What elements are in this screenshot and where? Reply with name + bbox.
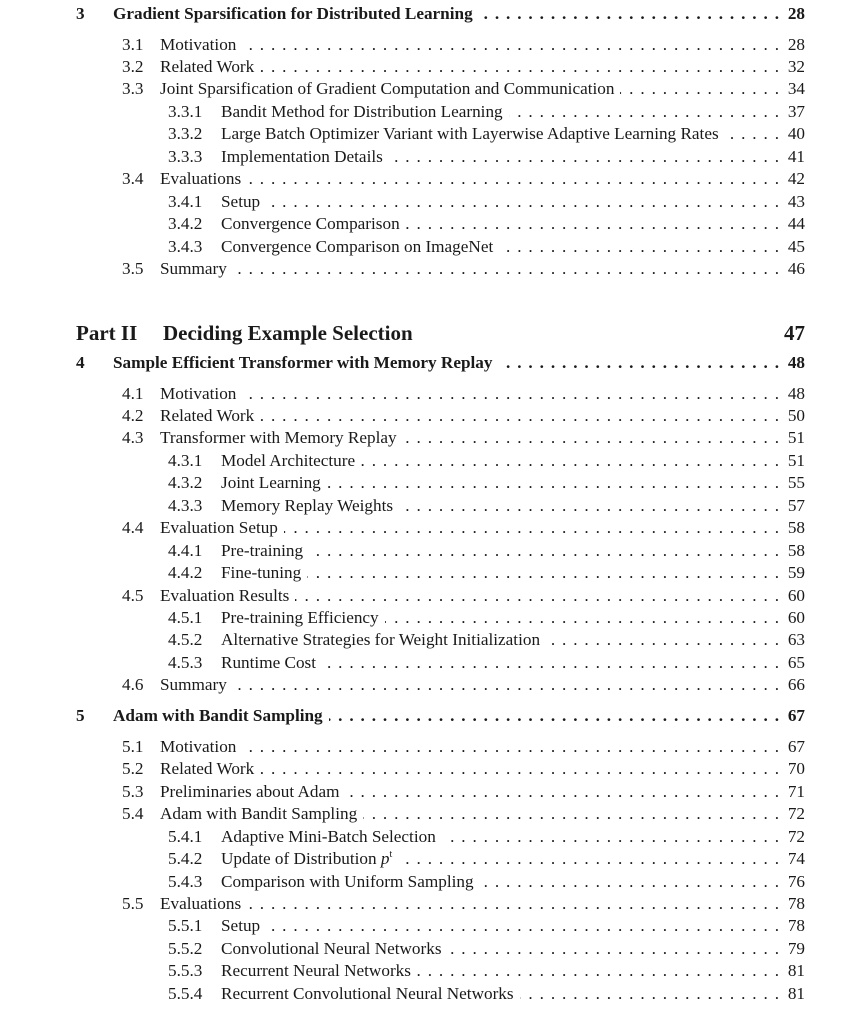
entry-title: Recurrent Convolutional Neural Networks: [221, 983, 514, 1003]
dot-leader: [242, 383, 779, 405]
math-symbol: p: [380, 849, 390, 869]
page-number: 60: [787, 608, 805, 627]
toc-entry-subsection: [0, 938, 848, 960]
page-number: 43: [787, 191, 805, 211]
entry-body: [221, 540, 805, 562]
dot-leader: [266, 191, 779, 213]
entry-body: [160, 893, 805, 915]
dot-leader: [509, 101, 779, 123]
page-number: 79: [787, 938, 805, 958]
toc-entry-subsection: [0, 652, 848, 674]
entry-title: Convolutional Neural Networks: [221, 938, 442, 958]
dot-leader: [363, 803, 779, 825]
toc-entry-section: [0, 383, 848, 405]
entry-number: 5.4.3: [168, 871, 203, 891]
entry-body: [160, 585, 805, 607]
dot-leader: [361, 450, 779, 472]
entry-number: 5: [76, 706, 85, 726]
dot-leader: [620, 78, 779, 100]
dot-leader: [266, 915, 779, 937]
entry-title: Pre-training: [221, 540, 304, 560]
entry-body: [160, 258, 805, 280]
page-number: 51: [787, 450, 805, 470]
entry-title: Setup: [221, 916, 261, 936]
entry-title: Large Batch Optimizer Variant with Layerwise Adaptive Learning Rates: [221, 124, 719, 144]
entry-title: Runtime Cost: [221, 652, 317, 672]
entry-body: [221, 652, 805, 674]
dot-leader: [345, 781, 779, 803]
entry-number: 4.4: [122, 518, 144, 538]
entry-number: 4.1: [122, 383, 144, 403]
entry-body: [221, 101, 805, 123]
entry-number: 5.4.2: [168, 849, 203, 869]
entry-title: Adam with Bandit Sampling: [113, 706, 323, 726]
entry-body: [160, 674, 805, 696]
entry-number: 3.3.3: [168, 146, 203, 166]
toc-entry-subsection: [0, 191, 848, 213]
entry-number: 3.2: [122, 56, 144, 76]
entry-title: Motivation: [160, 383, 237, 403]
entry-body: [221, 848, 805, 870]
dot-leader: [284, 517, 779, 539]
entry-body: [221, 472, 805, 494]
entry-title: Bandit Method for Distribution Learning: [221, 101, 503, 121]
page-number: 67: [787, 706, 805, 726]
entry-title: Sample Efficient Transformer with Memory Replay: [113, 353, 493, 372]
entry-body: [160, 427, 805, 449]
page-number: 48: [787, 383, 805, 403]
page-number: 55: [787, 473, 805, 493]
entry-title: Summary: [160, 675, 227, 695]
page-number: 40: [787, 124, 805, 144]
dot-leader: [309, 540, 779, 562]
toc-entry-subsection: [0, 495, 848, 517]
entry-title: Evaluations: [160, 169, 242, 189]
entry-number: 4.5: [122, 585, 144, 605]
toc-entry-subsection: [0, 540, 848, 562]
page-number: 81: [787, 983, 805, 1003]
entry-body: [221, 938, 805, 960]
entry-title: Adaptive Mini-Batch Selection: [221, 826, 436, 846]
toc-entry-subsection: [0, 562, 848, 584]
toc-entry-subsection: [0, 983, 848, 1005]
dot-leader: [247, 893, 779, 915]
entry-body: [160, 736, 805, 758]
entry-number: 3.3.1: [168, 101, 203, 121]
entry-number: 5.5.4: [168, 983, 203, 1003]
entry-title: Alternative Strategies for Weight Initialization: [221, 630, 541, 650]
toc-entry-subsection: [0, 848, 848, 870]
toc-entry-chapter: [0, 352, 848, 374]
entry-body: [221, 629, 805, 651]
entry-body: [160, 34, 805, 56]
entry-body: [160, 383, 805, 405]
entry-title: Joint Learning: [221, 473, 321, 493]
dot-leader: [247, 168, 779, 190]
page-number: 57: [787, 495, 805, 515]
dot-leader: [233, 674, 779, 696]
page-number: 48: [787, 353, 805, 372]
dot-leader: [403, 427, 779, 449]
toc-entry-subsection: [0, 146, 848, 168]
toc-entry-subsection: [0, 871, 848, 893]
toc-entry-section: [0, 585, 848, 607]
entry-body: [221, 146, 805, 168]
dot-leader: [417, 960, 779, 982]
page-number: 37: [787, 101, 805, 121]
entry-title: Implementation Details: [221, 146, 383, 166]
entry-body: [221, 871, 805, 893]
toc-entry-section: [0, 893, 848, 915]
dot-leader: [499, 352, 780, 374]
dot-leader: [242, 736, 779, 758]
entry-title: Evaluation Setup: [160, 518, 278, 538]
page-number: 78: [787, 916, 805, 936]
entry-body: [160, 78, 805, 100]
page-number: 81: [787, 961, 805, 981]
entry-body: [160, 803, 805, 825]
dot-leader: [406, 213, 779, 235]
entry-title: Update of Distribution $p^t$: [221, 849, 393, 869]
page-number: 58: [787, 518, 805, 538]
toc-entry-section: [0, 674, 848, 696]
page-number: 51: [787, 428, 805, 448]
page-number: 70: [787, 759, 805, 779]
page-number: 71: [787, 781, 805, 801]
page-number: 44: [787, 214, 805, 234]
dot-leader: [260, 405, 779, 427]
entry-body: [221, 123, 805, 145]
entry-body: [221, 607, 805, 629]
toc-entry-part: [0, 319, 848, 347]
entry-body: [221, 562, 805, 584]
entry-number: 3: [76, 4, 85, 23]
dot-leader: [327, 472, 779, 494]
entry-title: Motivation: [160, 34, 237, 54]
page-number: 78: [787, 894, 805, 913]
entry-body: [221, 915, 805, 937]
page-number: 50: [787, 405, 805, 425]
page-number: 74: [787, 849, 805, 869]
entry-title: Evaluation Results: [160, 585, 290, 605]
page-number: 47: [784, 321, 805, 345]
entry-number: 3.4: [122, 169, 144, 189]
entry-title: Related Work: [160, 405, 255, 425]
toc-entry-subsection: [0, 960, 848, 982]
dot-leader: [448, 938, 779, 960]
math-superscript: t: [389, 849, 393, 861]
entry-body: [221, 191, 805, 213]
entry-number: 4.5.3: [168, 652, 203, 672]
entry-body: [160, 517, 805, 539]
entry-number: 4: [76, 353, 85, 372]
entry-number: 4.3.2: [168, 473, 203, 493]
entry-number: 3.3: [122, 79, 144, 99]
toc-entry-subsection: [0, 826, 848, 848]
toc-entry-subsection: [0, 123, 848, 145]
toc-entry-section: [0, 736, 848, 758]
entry-title: Comparison with Uniform Sampling: [221, 871, 474, 891]
toc-entry-section: [0, 427, 848, 449]
dot-leader: [389, 146, 779, 168]
entry-title: Adam with Bandit Sampling: [160, 804, 358, 824]
toc-entry-section: [0, 758, 848, 780]
entry-number: 3.5: [122, 259, 144, 278]
dot-leader: [385, 607, 779, 629]
entry-number: 5.5.3: [168, 961, 203, 981]
entry-body: [221, 450, 805, 472]
dot-leader: [260, 758, 779, 780]
toc-entry-subsection: [0, 472, 848, 494]
page-number: 46: [787, 259, 805, 278]
entry-number: 5.5.1: [168, 916, 203, 936]
toc-entry-section: [0, 517, 848, 539]
entry-body: [113, 3, 805, 25]
entry-body: [113, 705, 805, 727]
entry-number: 5.5.2: [168, 938, 203, 958]
toc-entry-subsection: [0, 607, 848, 629]
entry-body: [160, 758, 805, 780]
entry-title: Convergence Comparison: [221, 214, 400, 234]
toc-entry-section: [0, 56, 848, 78]
entry-title: Motivation: [160, 736, 237, 756]
entry-number: 3.1: [122, 34, 144, 54]
page-number: 42: [787, 169, 805, 189]
toc-entry-subsection: [0, 101, 848, 123]
entry-title: Deciding Example Selection: [163, 321, 413, 345]
entry-number: 5.3: [122, 781, 144, 801]
page-number: 60: [787, 585, 805, 605]
page-number: 63: [787, 630, 805, 650]
entry-title: Model Architecture: [221, 450, 356, 470]
page-number: 72: [787, 804, 805, 824]
page-number: 58: [787, 540, 805, 560]
entry-number: 3.3.2: [168, 124, 203, 144]
entry-title: Convergence Comparison on ImageNet: [221, 236, 494, 256]
toc-entry-subsection: [0, 450, 848, 472]
entry-body: [160, 168, 805, 190]
entry-title: Memory Replay Weights: [221, 495, 394, 515]
dot-leader: [307, 562, 779, 584]
entry-title: Joint Sparsification of Gradient Computation and Communication: [160, 79, 615, 99]
entry-number: 4.4.1: [168, 540, 203, 560]
entry-body: [163, 319, 805, 347]
dot-leader: [499, 236, 779, 258]
entry-body: [160, 56, 805, 78]
dot-leader: [329, 705, 779, 727]
page-number: 59: [787, 563, 805, 583]
entry-number: Part II: [76, 321, 138, 345]
toc-entry-section: [0, 34, 848, 56]
entry-body: [160, 781, 805, 803]
page-number: 41: [787, 146, 805, 166]
entry-number: 5.4: [122, 804, 144, 824]
dot-leader: [233, 258, 779, 280]
toc-entry-section: [0, 258, 848, 280]
entry-title: Gradient Sparsification for Distributed Learning: [113, 4, 473, 23]
toc-entry-chapter: [0, 705, 848, 727]
entry-title: Related Work: [160, 56, 255, 76]
entry-title: Summary: [160, 259, 227, 278]
entry-number: 4.6: [122, 675, 144, 695]
entry-number: 4.3.3: [168, 495, 203, 515]
page-number: 76: [787, 871, 805, 891]
entry-title: Transformer with Memory Replay: [160, 428, 397, 448]
toc-entry-section: [0, 781, 848, 803]
entry-title: Evaluations: [160, 894, 242, 913]
entry-body: [221, 960, 805, 982]
entry-title: Recurrent Neural Networks: [221, 961, 411, 981]
dot-leader: [725, 123, 779, 145]
entry-number: 3.4.3: [168, 236, 203, 256]
dot-leader: [479, 3, 779, 25]
page-number: 34: [787, 79, 805, 99]
dot-leader: [546, 629, 779, 651]
dot-leader: [260, 56, 779, 78]
page-number: 28: [787, 4, 805, 23]
page-number: 32: [787, 56, 805, 76]
entry-number: 5.2: [122, 759, 144, 779]
entry-body: [221, 826, 805, 848]
dot-leader: [442, 826, 779, 848]
entry-number: 4.4.2: [168, 563, 203, 583]
entry-number: 4.5.1: [168, 608, 203, 627]
dot-leader: [242, 34, 779, 56]
page-number: 66: [787, 675, 805, 695]
entry-title: Fine-tuning: [221, 563, 302, 583]
entry-title: Setup: [221, 191, 261, 211]
dot-leader: [295, 585, 779, 607]
entry-body: [221, 213, 805, 235]
entry-title: Pre-training Efficiency: [221, 608, 379, 627]
entry-number: 3.4.1: [168, 191, 203, 211]
page-number: 45: [787, 236, 805, 256]
toc-entry-section: [0, 78, 848, 100]
toc-entry-section: [0, 405, 848, 427]
entry-title: Preliminaries about Adam: [160, 781, 340, 801]
entry-body: [113, 352, 805, 374]
dot-leader: [399, 495, 779, 517]
toc-entry-subsection: [0, 915, 848, 937]
entry-body: [221, 236, 805, 258]
toc-entry-section: [0, 803, 848, 825]
entry-body: [160, 405, 805, 427]
dot-leader: [520, 983, 779, 1005]
entry-number: 5.1: [122, 736, 144, 756]
dot-leader: [322, 652, 779, 674]
page-number: 28: [787, 34, 805, 54]
toc-entry-subsection: [0, 213, 848, 235]
page-number: 67: [787, 736, 805, 756]
toc-entry-subsection: [0, 629, 848, 651]
dot-leader: [398, 848, 779, 870]
entry-body: [221, 495, 805, 517]
page-number: 72: [787, 826, 805, 846]
entry-number: 4.5.2: [168, 630, 203, 650]
entry-number: 4.3.1: [168, 450, 203, 470]
entry-number: 3.4.2: [168, 214, 203, 234]
entry-number: 5.5: [122, 894, 144, 913]
entry-title: Related Work: [160, 759, 255, 779]
entry-number: 4.3: [122, 428, 144, 448]
toc-entry-section: [0, 168, 848, 190]
toc-entry-chapter: [0, 3, 848, 25]
page-number: 65: [787, 652, 805, 672]
toc-entry-subsection: [0, 236, 848, 258]
entry-number: 4.2: [122, 405, 144, 425]
entry-body: [221, 983, 805, 1005]
dot-leader: [480, 871, 779, 893]
entry-number: 5.4.1: [168, 826, 203, 846]
